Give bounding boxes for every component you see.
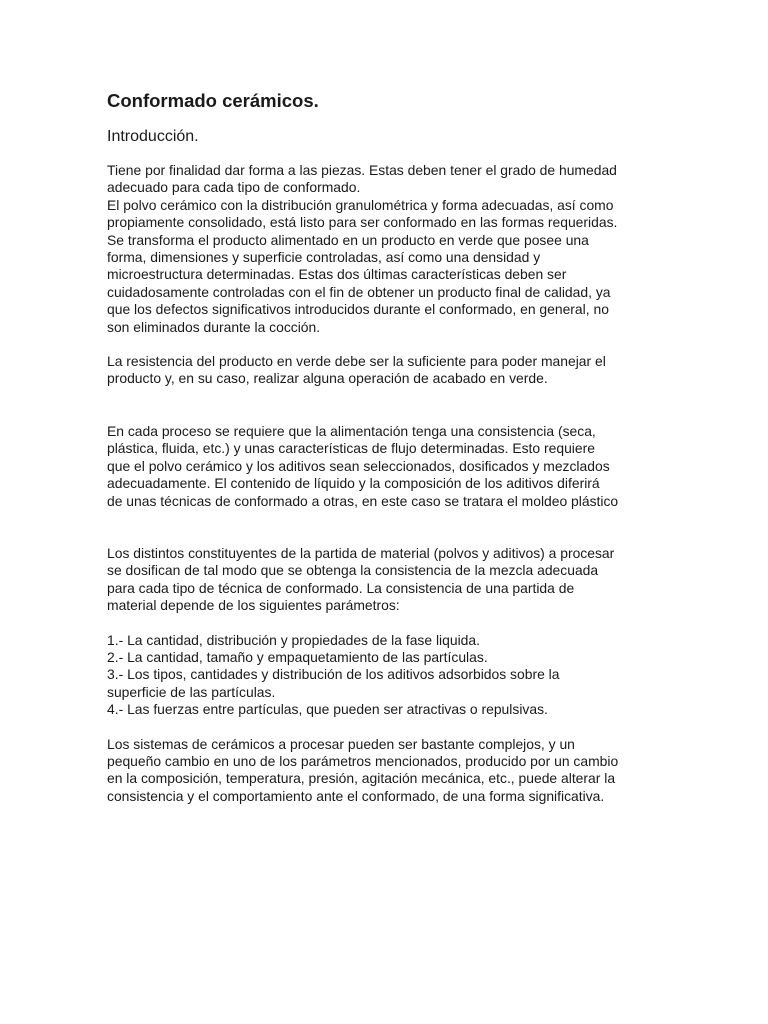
- paragraph-2: [107, 353, 667, 388]
- text-line: de unas técnicas de conformado a otras, en este caso se tratara el moldeo plástico: [107, 492, 619, 509]
- parameter-list: [107, 632, 667, 719]
- text-line: producto y, en su caso, realizar alguna operación de acabado en verde.: [107, 370, 548, 387]
- text-line: que el polvo cerámico y los aditivos sean seleccionados, dosificados y mezclados: [107, 457, 610, 474]
- text-line: Los distintos constituyentes de la partida de material (polvos y aditivos) a procesar: [107, 544, 615, 561]
- text-line: El polvo cerámico con la distribución granulométrica y forma adecuadas, así como: [107, 196, 614, 213]
- text-line: La resistencia del producto en verde debe ser la suficiente para poder manejar el: [107, 353, 606, 370]
- text-line: Los sistemas de cerámicos a procesar pueden ser bastante complejos, y un: [107, 735, 575, 752]
- text-line: cuidadosamente controladas con el fin de obtener un producto final de calidad, ya: [107, 283, 611, 300]
- paragraph-5: [107, 736, 667, 806]
- list-item: 1.- La cantidad, distribución y propiedades de la fase liquida.: [107, 631, 480, 648]
- text-line: material depende de los siguientes parámetros:: [107, 597, 400, 614]
- text-line: plástica, fluida, etc.) y unas características de flujo determinadas. Esto requiere: [107, 440, 595, 457]
- list-item: 2.- La cantidad, tamaño y empaquetamiento de las partículas.: [107, 648, 488, 665]
- text-line: forma, dimensiones y superficie controladas, así como una densidad y: [107, 249, 541, 266]
- document-title: Conformado cerámicos.: [107, 90, 319, 111]
- paragraph-3: [107, 423, 667, 510]
- text-line: adecuado para cada tipo de conformado.: [107, 179, 361, 196]
- text-line: para cada tipo de técnica de conformado. La consistencia de una partida de: [107, 579, 575, 596]
- text-line: Tiene por finalidad dar forma a las piezas. Estas deben tener el grado de humedad: [107, 162, 617, 178]
- text-line: En cada proceso se requiere que la alimentación tenga una consistencia (seca,: [107, 422, 596, 439]
- text-line: en la composición, temperatura, presión, agitación mecánica, etc., puede alterar la: [107, 770, 616, 787]
- section-heading: Introducción.: [107, 128, 199, 145]
- list-item: 3.- Los tipos, cantidades y distribución de los aditivos adsorbidos sobre la: [107, 666, 560, 683]
- list-item: superficie de las partículas.: [107, 683, 276, 700]
- document-page: [107, 88, 667, 805]
- paragraph-4: [107, 545, 667, 615]
- text-line: pequeño cambio en uno de los parámetros mencionados, producido por un cambio: [107, 752, 619, 769]
- text-line: propiamente consolidado, está listo para ser conformado en las formas requeridas.: [107, 214, 618, 231]
- text-line: Se transforma el producto alimentado en un producto en verde que posee una: [107, 231, 589, 248]
- text-line: son eliminados durante la cocción.: [107, 318, 321, 335]
- text-line: se dosifican de tal modo que se obtenga la consistencia de la mezcla adecuada: [107, 562, 599, 579]
- text-line: adecuadamente. El contenido de líquido y la composición de los aditivos diferirá: [107, 475, 600, 492]
- text-line: que los defectos significativos introducidos durante el conformado, en general, no: [107, 301, 609, 318]
- list-item: 4.- Las fuerzas entre partículas, que pueden ser atractivas o repulsivas.: [107, 701, 548, 718]
- text-line: microestructura determinadas. Estas dos últimas características deben ser: [107, 266, 567, 283]
- text-line: consistencia y el comportamiento ante el conformado, de una forma significativa.: [107, 787, 605, 804]
- paragraph-1: [107, 162, 667, 336]
